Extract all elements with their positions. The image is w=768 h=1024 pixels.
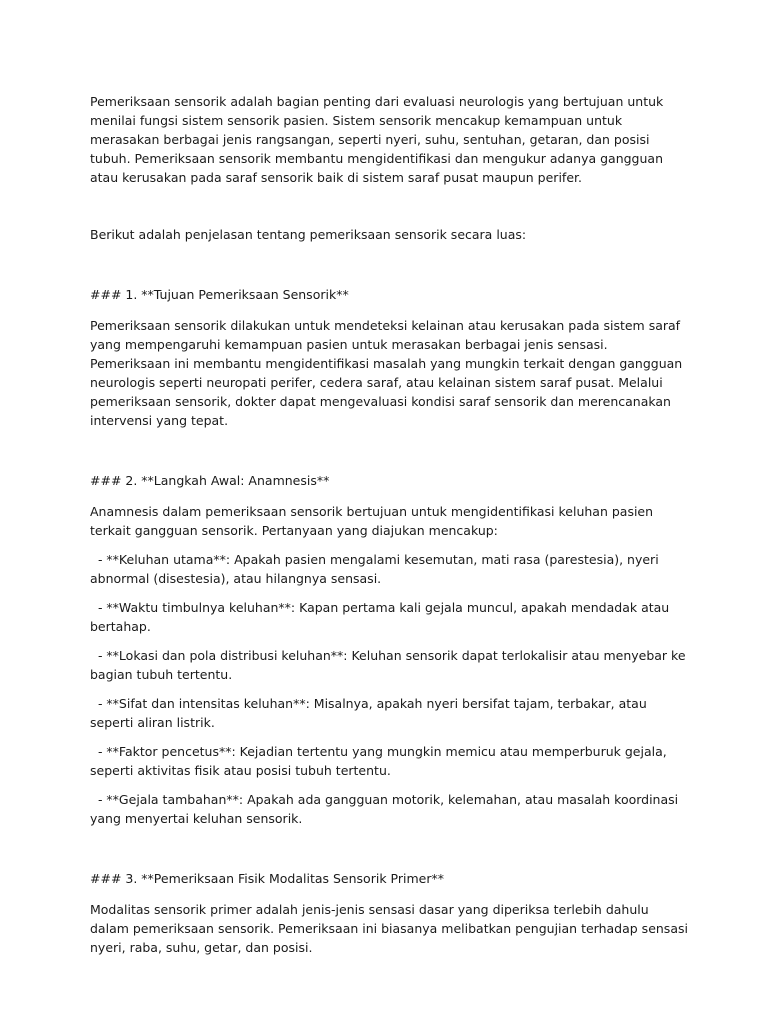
section-heading-1: ### 1. **Tujuan Pemeriksaan Sensorik** (90, 287, 349, 302)
intro-paragraph: Pemeriksaan sensorik adalah bagian penting dari evaluasi neurologis yang bertujuan untuk menilai fungsi sistem sensorik pasien. Sistem sensorik mencakup kemampuan untuk merasakan berbagai jenis rangsangan, seperti nyeri, suhu, sentuhan, getaran, dan posisi tubuh. Pemeriksaan sensorik membantu mengidentifikasi dan mengukur adanya gangguan atau kerusakan pada saraf sensorik baik di sistem saraf pusat maupun perifer. (90, 94, 664, 185)
list-item-text: - **Keluhan utama**: Apakah pasien mengalami kesemutan, mati rasa (parestesia), nyeri abnormal (disestesia), atau hilangnya sensasi. (90, 552, 659, 586)
list-item (90, 790, 690, 828)
list-item-text: - **Faktor pencetus**: Kejadian tertentu yang mungkin memicu atau memperburuk gejala, seperti aktivitas fisik atau posisi tubuh tertentu. (90, 744, 667, 778)
list-item (90, 598, 690, 636)
list-item (90, 742, 690, 780)
list-item-text: - **Gejala tambahan**: Apakah ada gangguan motorik, kelemahan, atau masalah koordinasi yang menyertai keluhan sensorik. (90, 792, 679, 826)
list-item-text: - **Lokasi dan pola distribusi keluhan**: Keluhan sensorik dapat terlokalisir atau menyebar ke bagian tubuh tertentu. (90, 648, 686, 682)
lead-paragraph: Berikut adalah penjelasan tentang pemeriksaan sensorik secara luas: (90, 227, 527, 242)
section-heading-2: ### 2. **Langkah Awal: Anamnesis** (90, 473, 330, 488)
list-item (90, 694, 690, 732)
list-item-text: - **Sifat dan intensitas keluhan**: Misalnya, apakah nyeri bersifat tajam, terbakar, atau seperti aliran listrik. (90, 696, 647, 730)
section-body-1: Pemeriksaan sensorik dilakukan untuk mendeteksi kelainan atau kerusakan pada sistem saraf yang mempengaruhi kemampuan pasien untuk merasakan berbagai jenis sensasi. Pemeriksaan ini membantu mengidentifikasi masalah yang mungkin terkait dengan gangguan neurologis seperti neuropati perifer, cedera saraf, atau kelainan sistem saraf pusat. Melalui pemeriksaan sensorik, dokter dapat mengevaluasi kondisi saraf sensorik dan merencanakan intervensi yang tepat. (90, 318, 683, 428)
section-body-3: Modalitas sensorik primer adalah jenis-jenis sensasi dasar yang diperiksa terlebih dahulu dalam pemeriksaan sensorik. Pemeriksaan ini biasanya melibatkan pengujian terhadap sensasi nyeri, raba, suhu, getar, dan posisi. (90, 902, 688, 955)
list-item-text: - **Waktu timbulnya keluhan**: Kapan pertama kali gejala muncul, apakah mendadak atau bertahap. (90, 600, 670, 634)
list-item (90, 550, 690, 588)
list-item (90, 646, 690, 684)
document-content (90, 92, 690, 967)
section-heading-3: ### 3. **Pemeriksaan Fisik Modalitas Sensorik Primer** (90, 871, 444, 886)
section-body-2: Anamnesis dalam pemeriksaan sensorik bertujuan untuk mengidentifikasi keluhan pasien terkait gangguan sensorik. Pertanyaan yang diajukan mencakup: (90, 504, 654, 538)
